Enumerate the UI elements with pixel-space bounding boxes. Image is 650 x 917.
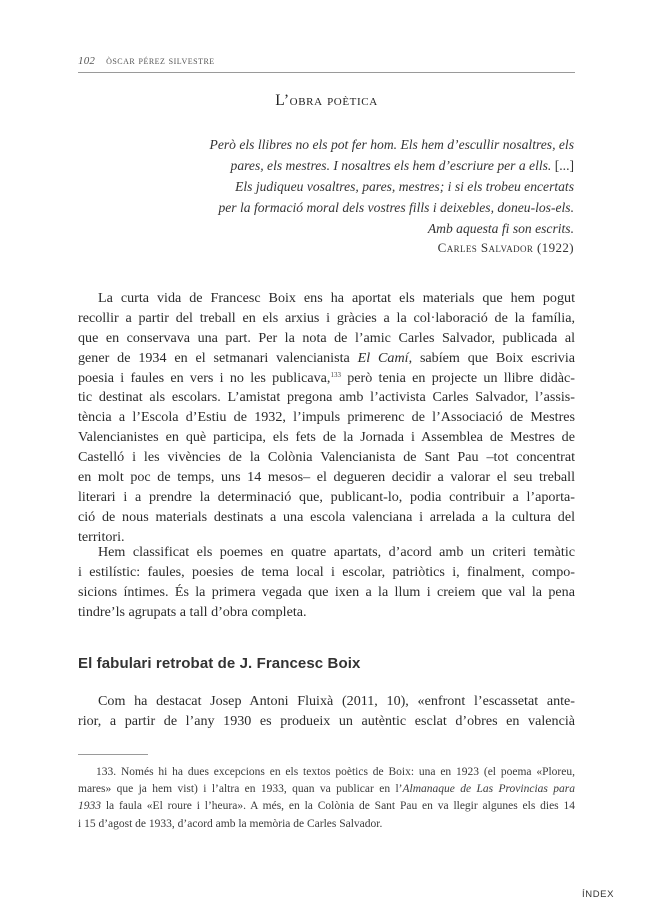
section-title: L’obra poètica: [275, 92, 378, 109]
footnote-reference[interactable]: 133: [330, 370, 341, 379]
text-line: sicions íntimes. És la primera vegada que ixen a la llum i creiem que val la pena: [78, 583, 575, 600]
footnote-line: i 15 d’agost de 1933, d’acord amb la memòria de Carles Salvador.: [78, 817, 383, 830]
text-line: Hem classificat els poemes en quatre apartats, d’acord amb un criteri temàtic: [98, 544, 575, 560]
footnote-133: [78, 764, 575, 833]
text-line: que en conservava una part. Per la nota de l’amic Carles Salvador, publicada al: [78, 329, 575, 346]
text-line: recollir a partir del treball en els arxius i gràcies a la col·laboració de la família,: [78, 309, 575, 326]
epigraph-line: Però els llibres no els pot fer hom. Els hem d’escullir nosaltres, els: [209, 137, 574, 152]
text-line: territori.: [78, 528, 125, 545]
text-line: Com ha destacat Josep Antoni Fluixà (2011, 10), «enfront l’escassetat ante-: [98, 693, 575, 709]
text-segment: gener de 1934 en el setmanari valencianista: [78, 349, 358, 366]
running-head: [78, 55, 575, 73]
text-segment: la faula «El roure i l’heura». A més, en la Colònia de Sant Pau en va llegir algunes els dies 14: [101, 800, 575, 813]
text-segment: però tenia en projecte un llibre didàc-: [340, 369, 575, 386]
epigraph-attribution: Carles Salvador (1922): [437, 240, 574, 255]
text-line: i estilístic: faules, poesies de tema local i escolar, patriòtics i, finalment, compo-: [78, 563, 575, 580]
header-rule: [78, 72, 575, 73]
text-line: ció de nous materials destinats a una escola valenciana i arrelada a la cultura del: [78, 508, 575, 525]
text-line: tic destinat als escolars. L’amistat pregona amb l’activista Carles Salvador, l’assis-: [78, 389, 575, 406]
footnote-line: 133. Només hi ha dues excepcions en els textos poètics de Boix: una en 1923 (el poema «Ploreu,: [96, 766, 575, 778]
text-line: tindre’ls agrupats a tall d’obra completa.: [78, 603, 307, 620]
text-line: [78, 349, 575, 369]
text-segment: poesia i faules en vers i no les publicava,: [78, 369, 331, 386]
epigraph-line: [200, 155, 574, 176]
text-line: [78, 369, 575, 389]
text-line: tència a l’Escola d’Estiu de 1932, l’impuls primerenc de l’Associació de Mestres: [78, 409, 575, 426]
text-line: Castelló i les vivències de la Colònia Valencianista de Sant Pau –tot concentrat: [78, 449, 575, 466]
epigraph-line-text: pares, els mestres. I nosaltres els hem d’escriure per a ells.: [230, 158, 552, 173]
text-line: La curta vida de Francesc Boix ens ha aportat els materials que hem pogut: [98, 290, 575, 306]
index-link[interactable]: ÍNDEX: [582, 889, 615, 900]
epigraph-ellipsis: [...]: [554, 158, 574, 173]
running-head-author: òscar pérez silvestre: [106, 55, 215, 67]
text-line: rior, a partir de l’any 1930 es produeix un autèntic esclat d’obres en valencià: [78, 712, 575, 729]
epigraph: [200, 134, 574, 239]
epigraph-line: Els judiqueu vosaltres, pares, mestres; i si els trobeu encertats: [235, 179, 574, 194]
periodical-title: El Camí: [357, 349, 409, 366]
epigraph-line: per la formació moral dels vostres fills i deixebles, doneu-los-els.: [218, 200, 574, 215]
text-segment: mares» que ja hem vist) i l’altra en 1933, quan va publicar en l’: [78, 783, 403, 796]
text-line: en molt poc de temps, uns 14 mesos– el degueren decidir a valorar el seu treball: [78, 469, 575, 486]
text-segment: , sabíem que Boix escrivia: [408, 349, 576, 366]
text-line: Valencianistes en què participa, els fets de la Jornada i Assemblea de Mestres de: [78, 429, 575, 446]
subsection-heading: El fabulari retrobat de J. Francesc Boix: [78, 655, 361, 672]
publication-title: Almanaque de Las Provincias para: [402, 783, 575, 796]
epigraph-line: Amb aquesta fi son escrits.: [427, 221, 574, 236]
body-paragraph-2: [78, 543, 575, 623]
footnote-separator: [78, 754, 148, 755]
text-line: literari i a prendre la determinació que, publicant-lo, podia contribuir a l’aporta-: [78, 488, 575, 505]
body-paragraph-1: [78, 289, 575, 548]
publication-title: 1933: [78, 800, 101, 813]
footnote-line: [78, 798, 575, 815]
body-paragraph-3: [78, 692, 575, 732]
page-number: 102: [78, 55, 96, 67]
footnote-line: [78, 781, 575, 798]
